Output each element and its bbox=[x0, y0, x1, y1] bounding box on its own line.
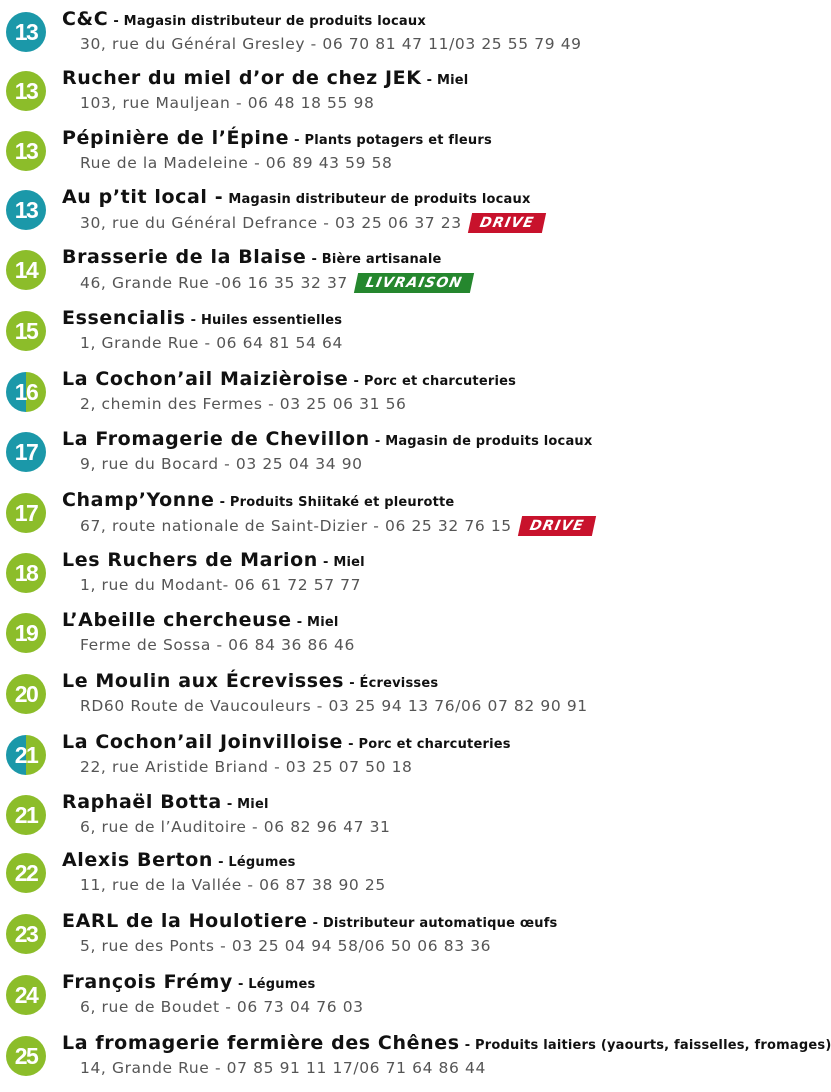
producer-category: - Distributeur automatique œufs bbox=[312, 916, 558, 931]
producer-address: 5, rue des Ponts - 03 25 04 94 58/06 50 06 83 36 bbox=[80, 937, 492, 955]
producer-heading bbox=[62, 791, 269, 813]
producer-heading bbox=[62, 127, 492, 149]
producer-address-line bbox=[80, 636, 355, 654]
producer-heading bbox=[62, 609, 339, 631]
number-label: 16 bbox=[14, 378, 38, 405]
producer-address-line bbox=[80, 998, 364, 1016]
producer-address: 1, Grande Rue - 06 64 81 54 64 bbox=[80, 334, 343, 352]
list-item bbox=[0, 971, 750, 1031]
number-label: 13 bbox=[14, 18, 38, 45]
list-item bbox=[0, 791, 750, 851]
producer-name: Pépinière de l’Épine bbox=[62, 127, 290, 149]
number-label: 20 bbox=[14, 680, 38, 707]
producer-heading bbox=[62, 67, 468, 89]
producer-address: 46, Grande Rue -06 16 35 32 37 bbox=[80, 274, 348, 292]
producer-heading bbox=[62, 8, 426, 30]
producer-address-line bbox=[80, 94, 374, 112]
number-label: 19 bbox=[14, 619, 38, 646]
producer-category: - Porc et charcuteries bbox=[348, 737, 511, 752]
producer-name: EARL de la Houlotiere bbox=[62, 910, 308, 932]
producer-address: 1, rue du Modant- 06 61 72 57 77 bbox=[80, 576, 362, 594]
list-item bbox=[0, 186, 750, 246]
producer-category: - Magasin de produits locaux bbox=[374, 434, 593, 449]
list-item bbox=[0, 549, 750, 609]
producer-category: - Produits Shiitaké et pleurotte bbox=[219, 495, 455, 510]
producer-address-line bbox=[80, 154, 393, 172]
producer-heading bbox=[62, 849, 296, 871]
producer-name: Essencialis bbox=[62, 307, 186, 329]
list-item bbox=[0, 428, 750, 488]
number-badge bbox=[6, 12, 46, 52]
producer-address-line bbox=[80, 576, 361, 594]
list-item bbox=[0, 8, 750, 68]
producer-name: La Cochon’ail Maizièroise bbox=[62, 368, 349, 390]
producer-name: Les Ruchers de Marion bbox=[62, 549, 318, 571]
producer-name: Brasserie de la Blaise bbox=[62, 246, 307, 268]
producer-address: 6, rue de l’Auditoire - 06 82 96 47 31 bbox=[80, 818, 391, 836]
number-badge bbox=[6, 735, 46, 775]
number-label: 25 bbox=[14, 1042, 38, 1069]
producer-category: - Miel bbox=[426, 73, 469, 88]
number-label: 14 bbox=[14, 256, 38, 283]
number-label: 17 bbox=[14, 499, 38, 526]
producer-name: Alexis Berton bbox=[62, 849, 213, 871]
number-label: 22 bbox=[14, 859, 38, 886]
producer-address-line bbox=[80, 937, 491, 955]
drive-badge: DRIVE bbox=[468, 213, 546, 233]
producer-name: La fromagerie fermière des Chênes bbox=[62, 1032, 460, 1054]
producer-name: L’Abeille chercheuse bbox=[62, 609, 292, 631]
producer-category: - Miel bbox=[296, 615, 339, 630]
livraison-badge: LIVRAISON bbox=[354, 273, 475, 293]
number-badge bbox=[6, 975, 46, 1015]
producer-address: Ferme de Sossa - 06 84 36 86 46 bbox=[80, 636, 355, 654]
producer-address-line bbox=[80, 818, 391, 836]
list-item bbox=[0, 1032, 831, 1092]
list-item bbox=[0, 670, 750, 730]
number-badge bbox=[6, 311, 46, 351]
producer-address: 14, Grande Rue - 07 85 91 11 17/06 71 64 86 44 bbox=[80, 1059, 486, 1077]
number-label: 18 bbox=[14, 559, 38, 586]
producer-address-line bbox=[80, 876, 386, 894]
producer-address-line bbox=[80, 213, 544, 233]
number-label: 23 bbox=[14, 920, 38, 947]
list-item bbox=[0, 910, 750, 970]
producer-category: - Miel bbox=[323, 555, 365, 570]
producer-heading bbox=[62, 971, 315, 993]
producer-category: - Porc et charcuteries bbox=[353, 374, 517, 389]
number-label: 17 bbox=[14, 438, 38, 465]
producer-address: 11, rue de la Vallée - 06 87 38 90 25 bbox=[80, 876, 386, 894]
producer-heading bbox=[62, 186, 531, 208]
list-item bbox=[0, 489, 750, 549]
producer-category: - Légumes bbox=[218, 855, 296, 870]
number-badge bbox=[6, 914, 46, 954]
list-item bbox=[0, 307, 750, 367]
producer-category: Magasin distributeur de produits locaux bbox=[228, 192, 531, 207]
producer-address: 67, route nationale de Saint-Dizier - 06 25 32 76 15 bbox=[80, 517, 512, 535]
number-badge bbox=[6, 493, 46, 533]
producer-address: 103, rue Mauljean - 06 48 18 55 98 bbox=[80, 94, 375, 112]
producer-name: La Fromagerie de Chevillon bbox=[62, 428, 370, 450]
producer-address: 22, rue Aristide Briand - 03 25 07 50 18 bbox=[80, 758, 413, 776]
producer-address-line bbox=[80, 455, 363, 473]
list-item bbox=[0, 368, 750, 428]
producer-name: La Cochon’ail Joinvilloise bbox=[62, 731, 344, 753]
number-badge bbox=[6, 795, 46, 835]
producer-category: - Écrevisses bbox=[349, 676, 439, 691]
producer-address-line bbox=[80, 1059, 486, 1077]
number-label: 13 bbox=[14, 137, 38, 164]
producer-heading bbox=[62, 731, 511, 753]
number-label: 15 bbox=[14, 317, 38, 344]
producer-name: Au p’tit local - bbox=[62, 186, 224, 208]
producer-address-line bbox=[80, 35, 582, 53]
number-badge bbox=[6, 131, 46, 171]
producer-category: - Bière artisanale bbox=[311, 252, 442, 267]
producer-address: Rue de la Madeleine - 06 89 43 59 58 bbox=[80, 154, 393, 172]
producer-address-line bbox=[80, 758, 413, 776]
producer-heading bbox=[62, 549, 365, 571]
number-badge bbox=[6, 853, 46, 893]
producer-name: Raphaël Botta bbox=[62, 791, 222, 813]
producer-heading bbox=[62, 307, 342, 329]
number-label: 13 bbox=[14, 196, 38, 223]
producer-heading bbox=[62, 489, 454, 511]
list-item bbox=[0, 849, 750, 909]
list-item bbox=[0, 127, 750, 187]
number-label: 24 bbox=[14, 981, 38, 1008]
producer-name: Champ’Yonne bbox=[62, 489, 215, 511]
producer-heading bbox=[62, 670, 438, 692]
producer-heading bbox=[62, 910, 558, 932]
producer-address: 2, chemin des Fermes - 03 25 06 31 56 bbox=[80, 395, 407, 413]
number-badge bbox=[6, 674, 46, 714]
number-label: 13 bbox=[14, 77, 38, 104]
producer-category: - Magasin distributeur de produits locaux bbox=[113, 14, 426, 29]
producer-address-line bbox=[80, 395, 407, 413]
producer-address-line bbox=[80, 273, 472, 293]
number-badge bbox=[6, 432, 46, 472]
producer-category: - Produits laitiers (yaourts, faisselles, fromages) bbox=[464, 1038, 831, 1053]
number-badge bbox=[6, 553, 46, 593]
number-badge bbox=[6, 372, 46, 412]
producer-name: C&C bbox=[62, 8, 109, 30]
number-badge bbox=[6, 71, 46, 111]
list-item bbox=[0, 246, 750, 306]
producer-address: RD60 Route de Vaucouleurs - 03 25 94 13 76/06 07 82 90 91 bbox=[80, 697, 588, 715]
number-label: 21 bbox=[14, 801, 38, 828]
producer-name: François Frémy bbox=[62, 971, 233, 993]
producer-address-line bbox=[80, 697, 588, 715]
producer-category: - Légumes bbox=[237, 977, 316, 992]
producer-category: - Huiles essentielles bbox=[190, 313, 343, 328]
list-item bbox=[0, 609, 750, 669]
drive-badge: DRIVE bbox=[518, 516, 596, 536]
producer-address: 9, rue du Bocard - 03 25 04 34 90 bbox=[80, 455, 363, 473]
number-badge bbox=[6, 613, 46, 653]
producer-address: 30, rue du Général Gresley - 06 70 81 47 11/03 25 55 79 49 bbox=[80, 35, 582, 53]
producer-name: Rucher du miel d’or de chez JEK bbox=[62, 67, 422, 89]
producer-address-line bbox=[80, 334, 343, 352]
producer-address: 6, rue de Boudet - 06 73 04 76 03 bbox=[80, 998, 364, 1016]
list-item bbox=[0, 731, 750, 791]
number-label: 21 bbox=[14, 741, 38, 768]
producer-address: 30, rue du Général Defrance - 03 25 06 37 23 bbox=[80, 214, 462, 232]
producer-category: - Miel bbox=[226, 797, 269, 812]
producer-category: - Plants potagers et fleurs bbox=[294, 133, 492, 148]
number-badge bbox=[6, 1036, 46, 1076]
producer-address-line bbox=[80, 516, 594, 536]
producer-heading bbox=[62, 368, 516, 390]
producer-name: Le Moulin aux Écrevisses bbox=[62, 670, 345, 692]
producer-heading bbox=[62, 246, 442, 268]
list-item bbox=[0, 67, 750, 127]
number-badge bbox=[6, 190, 46, 230]
producer-heading bbox=[62, 428, 592, 450]
number-badge bbox=[6, 250, 46, 290]
producer-heading bbox=[62, 1032, 831, 1054]
